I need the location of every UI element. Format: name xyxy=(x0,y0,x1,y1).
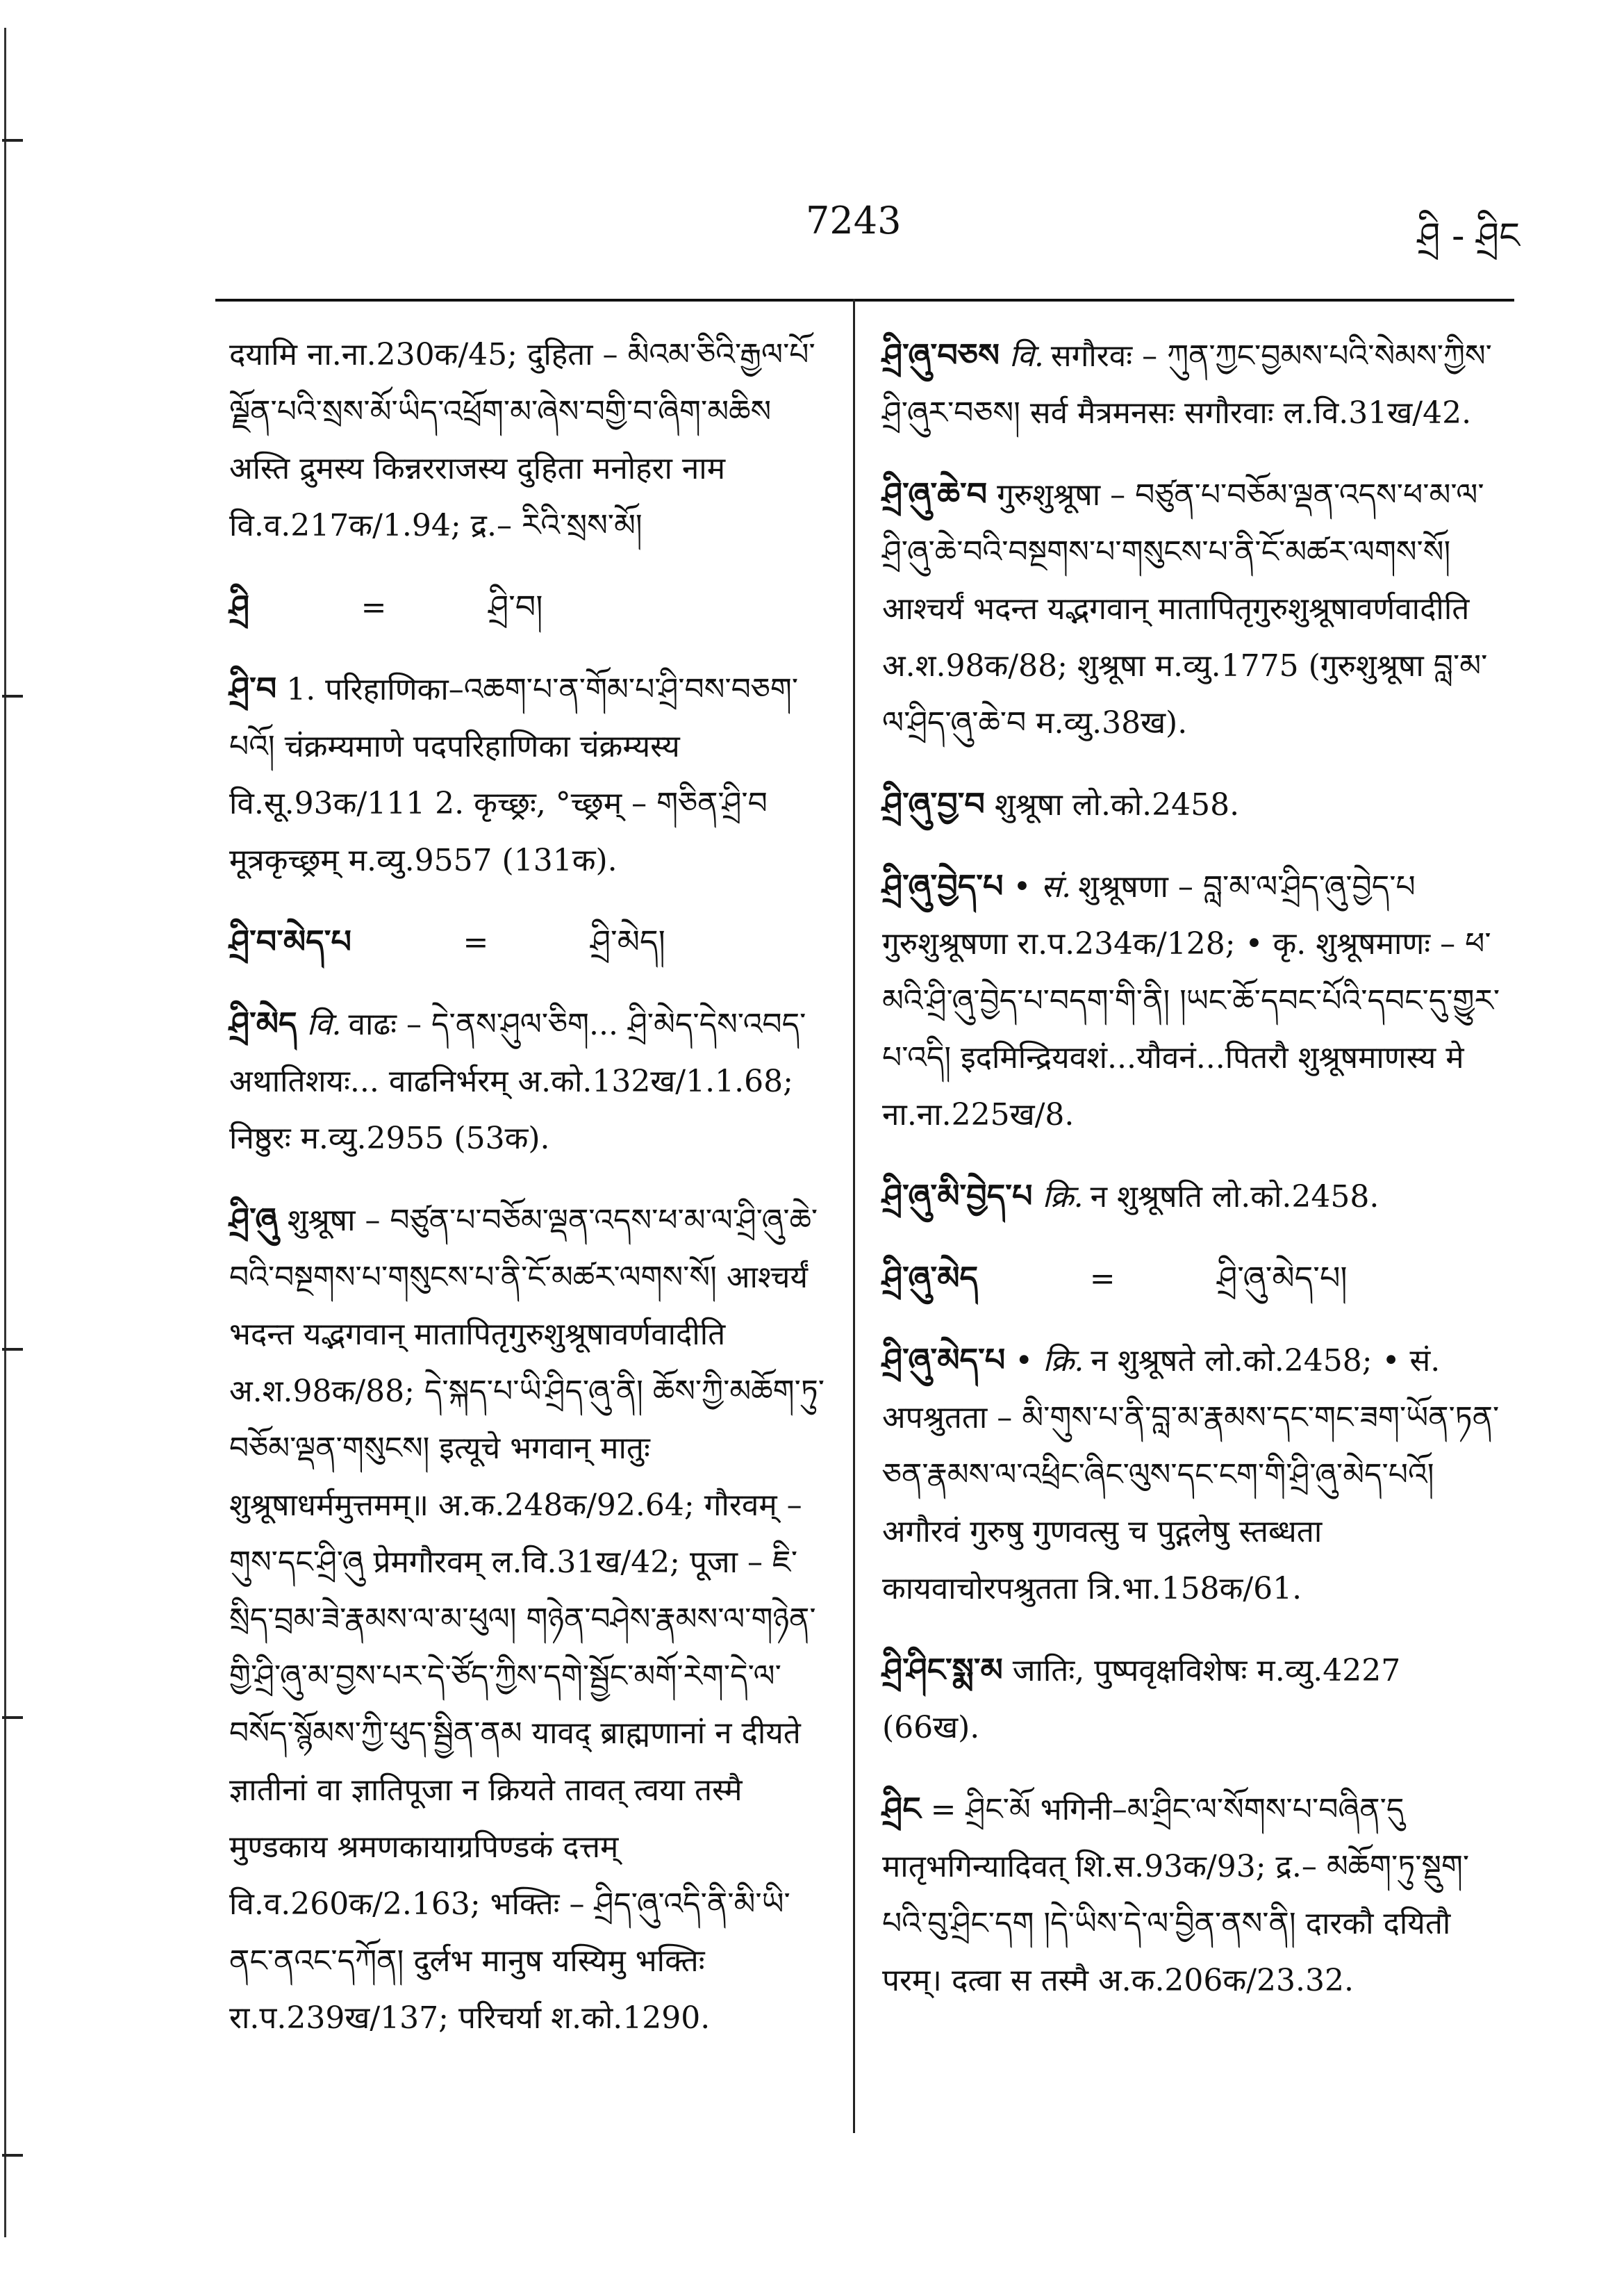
entry-headword: ཤྲི་བ་མེད་པ xyxy=(229,923,351,960)
dictionary-entry xyxy=(882,775,1507,834)
grammar-label: वि. xyxy=(306,1007,342,1042)
dictionary-entry xyxy=(882,1780,1507,2009)
page-number: 7243 xyxy=(806,199,902,242)
page-binding-edge xyxy=(4,28,12,2237)
cross-reference-target: ཤྲི་མེད། xyxy=(590,923,665,960)
dictionary-entry xyxy=(229,913,827,971)
dictionary-entry xyxy=(882,1641,1507,1756)
dictionary-entry xyxy=(229,995,827,1167)
entry-headword: ཤྲི་བ xyxy=(229,670,277,707)
entry-definition: = ཤྲིང་མོ भगिनी–མ་ཤྲིང་ལ་སོགས་པ་བཞིན་དུ मातृभगिन्यादिवत् शि.स.93क/93; द्र.– མཆོག་ཏུ་སྡུག་པའི་བུ་ཤྲིང་དག །དེ་ཡིས་དེ་ལ་བྱིན་ནས་ནི། दारकौ दयितौ परम्। दत्वा स तस्मै अ.क.206क/23.32. xyxy=(882,1792,1470,1998)
grammar-label: क्रि. xyxy=(1042,1179,1084,1215)
grammar-label: वि. xyxy=(1009,338,1044,374)
equals-sign: = xyxy=(463,925,489,960)
dictionary-entry xyxy=(882,1167,1507,1226)
dictionary-entry xyxy=(229,578,827,636)
entry-headword: ཤྲི་ཞུ་ཆེ་བ xyxy=(882,475,988,513)
dictionary-entry xyxy=(882,1331,1507,1618)
entry-headword: ཤྲིང xyxy=(882,1790,921,1827)
entry-definition: शुश्रूषणा – བླ་མ་ལ་ཤྲིད་ཞུ་བྱེད་པ गुरुशुश्रूषणा रा.प.234क/128; • कृ. शुश्रूषमाणः – ཕ་མའི་ཤྲི་ཞུ་བྱེད་པ་བདག་གི་ནི། །ཡང་ཆོ་དབང་པོའི་དབང་དུ་གྱུར་པ་འདི། इदमिन्द्रियवशं...यौवनं...पितरौ शुश्रूषमाणस्य मे ना.ना.225ख/8. xyxy=(882,869,1500,1133)
entry-definition: दयामि ना.ना.230क/45; दुहिता – མིའམ་ཅིའི་རྒྱལ་པོ་ལྗོན་པའི་སྲས་མོ་ཡིད་འཕྲོག་མ་ཞེས་བགྱི་བ་ཞིག་མཆིས अस्ति द्रुमस्य किन्नरराजस्य दुहिता मनोहरा नाम वि.व.217क/1.94; द्र.– རིའི་སྲས་མོ། xyxy=(229,337,815,543)
column-divider xyxy=(853,299,855,2133)
entry-headword: ཤྲི་ཞུ་མི་བྱེད་པ xyxy=(882,1177,1033,1215)
entry-definition: शुश्रूषा – བཙུན་པ་བཅོམ་ལྡན་འདས་ཕ་མ་ལ་ཤྲི་ཞུ་ཆེ་བའི་བསྔགས་པ་གསུངས་པ་ནི་ངོ་མཚར་ལགས་སོ། आश्चर्यं भदन्त यद्भगवान् मातापितृगुरुशुश्रूषावर्णवादीति अ.श.98क/88; དེ་སྐད་པ་ཡི་ཤྲིད་ཞུ་ནི། ཆོས་ཀྱི་མཆོག་ཏུ་བཅོམ་ལྡན་གསུངས། इत्यूचे भगवान् मातुः शुश्रूषाधर्ममुत्तमम्॥ अ.क.248क/92.64; गौरवम् – གུས་དང་ཤྲི་ཞུ प्रेमगौरवम् ल.वि.31ख/42; पूजा – ཇི་སྲིད་བྲམ་ཟེ་རྣམས་ལ་མ་ཕུལ། གཉེན་བཤེས་རྣམས་ལ་གཉེན་གྱི་ཤྲི་ཞུ་མ་བྱས་པར་དེ་ཙོད་ཀྱིས་དགེ་སྦྱོང་མགོ་རེག་དེ་ལ་བསོད་སྙོམས་ཀྱི་ཕུད་སྦྱིན་ནམ यावद् ब्राह्मणानां न दीयते ज्ञातीनां वा ज्ञातिपूजा न क्रियते तावत् त्वया तस्मै मुण्डकाय श्रमणकायाग्रपिण्डकं दत्तम् वि.व.260क/2.163; भक्तिः – ཤྲིད་ཞུ་འདི་ནི་མི་ཡི་ནང་ནའང་དཀོན། दुर्लभ मानुष यस्यिमु भक्तिः रा.प.239ख/137; परिचर्या श.को.1290. xyxy=(229,1203,825,2036)
dictionary-entry xyxy=(882,857,1507,1144)
grammar-label: • सं. xyxy=(1013,869,1072,905)
entry-definition: सगौरवः – ཀུན་ཀྱང་བྱམས་པའི་སེམས་ཀྱིས་ཤྲི་ཞུར་བཅས། सर्व मैत्रमनसः सगौरवाः ल.वि.31ख/42. xyxy=(882,338,1492,431)
dictionary-entry xyxy=(229,327,827,554)
entry-definition: 1. परिहाणिका–འཆག་པ་ན་གོམ་པ་ཤྲི་བས་བཅག་པའོ། चंक्रम्यमाणे पदपरिहाणिका चंक्रम्यस्य वि.सू.93क/111 2. कृच्छ्रः, °च्छ्रम् – གཅིན་ཤྲི་བ मूत्रकृच्छ्रम् म.व्यु.9557 (131क). xyxy=(229,672,799,878)
entry-headword: ཤྲི་ཞུ་བྱ་བ xyxy=(882,785,985,823)
entry-headword: ཤྲི་ཞུ་བཅས xyxy=(882,336,1000,374)
dictionary-entry xyxy=(882,1249,1507,1308)
dictionary-entry xyxy=(882,327,1507,442)
header-rule xyxy=(215,299,1514,302)
right-column xyxy=(882,327,1507,2033)
entry-definition: गुरुशुश्रूषा – བཙུན་པ་བཅོམ་ལྡན་འདས་ཕ་མ་ལ་ཤྲི་ཞུ་ཆེ་བའི་བསྔགས་པ་གསུངས་པ་ནི་ངོ་མཚར་ལགས་སོ། आश्चर्यं भदन्त यद्भगवान् मातापितृगुरुशुश्रूषावर्णवादीति अ.श.98क/88; शुश्रूषा म.व्यु.1775 (गुरुशुश्रूषा བླ་མ་ལ་ཤྲིད་ཞུ་ཆེ་བ म.व्यु.38ख). xyxy=(882,477,1488,741)
entry-definition: शुश्रूषा लो.को.2458. xyxy=(994,787,1240,823)
running-head: ཤྲི - ཤྲིང xyxy=(1417,215,1520,257)
entry-definition: जातिः, पुष्पवृक्षविशेषः म.व्यु.4227 (66ख). xyxy=(882,1653,1401,1745)
entry-headword: ཤྲི་ཞུ་མེད xyxy=(882,1259,979,1297)
entry-headword: ཤྲི་ཞུ xyxy=(229,1201,278,1238)
entry-definition: न शुश्रूषति लो.को.2458. xyxy=(1090,1179,1379,1215)
equals-sign: = xyxy=(1089,1261,1116,1297)
entry-headword: ཤྲི་ཤིང་སྨ་མ xyxy=(882,1651,1003,1688)
entry-definition: वाढः – དེ་ནས་ཤུལ་ཅིག... ཤྲི་མེད་དེས་འབད་ अथातिशयः... वाढनिर्भरम् अ.को.132ख/1.1.68; निष्ठुरः म.व्यु.2955 (53क). xyxy=(229,1007,806,1156)
dictionary-entry xyxy=(229,1191,827,2047)
entry-definition: न शुश्रूषते लो.को.2458; • सं. अपश्रुतता – མི་གུས་པ་ནི་བླ་མ་རྣམས་དང་གང་ཟག་ཡོན་ཏན་ཅན་རྣམས་ལ་འཕྲིང་ཞིང་ལུས་དང་ངག་གི་ཤྲི་ཞུ་མེད་པའོ། अगौरवं गुरुषु गुणवत्सु च पुद्गलेषु स्तब्धता कायवाचोरपश्रुतता त्रि.भा.158क/61. xyxy=(882,1343,1500,1606)
entry-headword: ཤྲི་མེད xyxy=(229,1005,297,1042)
grammar-label: • क्रि. xyxy=(1015,1343,1084,1378)
entry-headword: ཤྲི་ཞུ་མེད་པ xyxy=(882,1341,1006,1378)
left-column xyxy=(229,327,827,2071)
entry-headword: ཤྲི་ཞུ་བྱེད་པ xyxy=(882,867,1004,905)
cross-reference-target: ཤྲི་བ། xyxy=(488,588,543,625)
entry-headword: ཤྲི xyxy=(229,588,250,625)
dictionary-entry xyxy=(229,660,827,889)
dictionary-entry xyxy=(882,466,1507,752)
cross-reference-target: ཤྲི་ཞུ་མེད་པ། xyxy=(1217,1259,1348,1297)
equals-sign: = xyxy=(361,590,387,625)
